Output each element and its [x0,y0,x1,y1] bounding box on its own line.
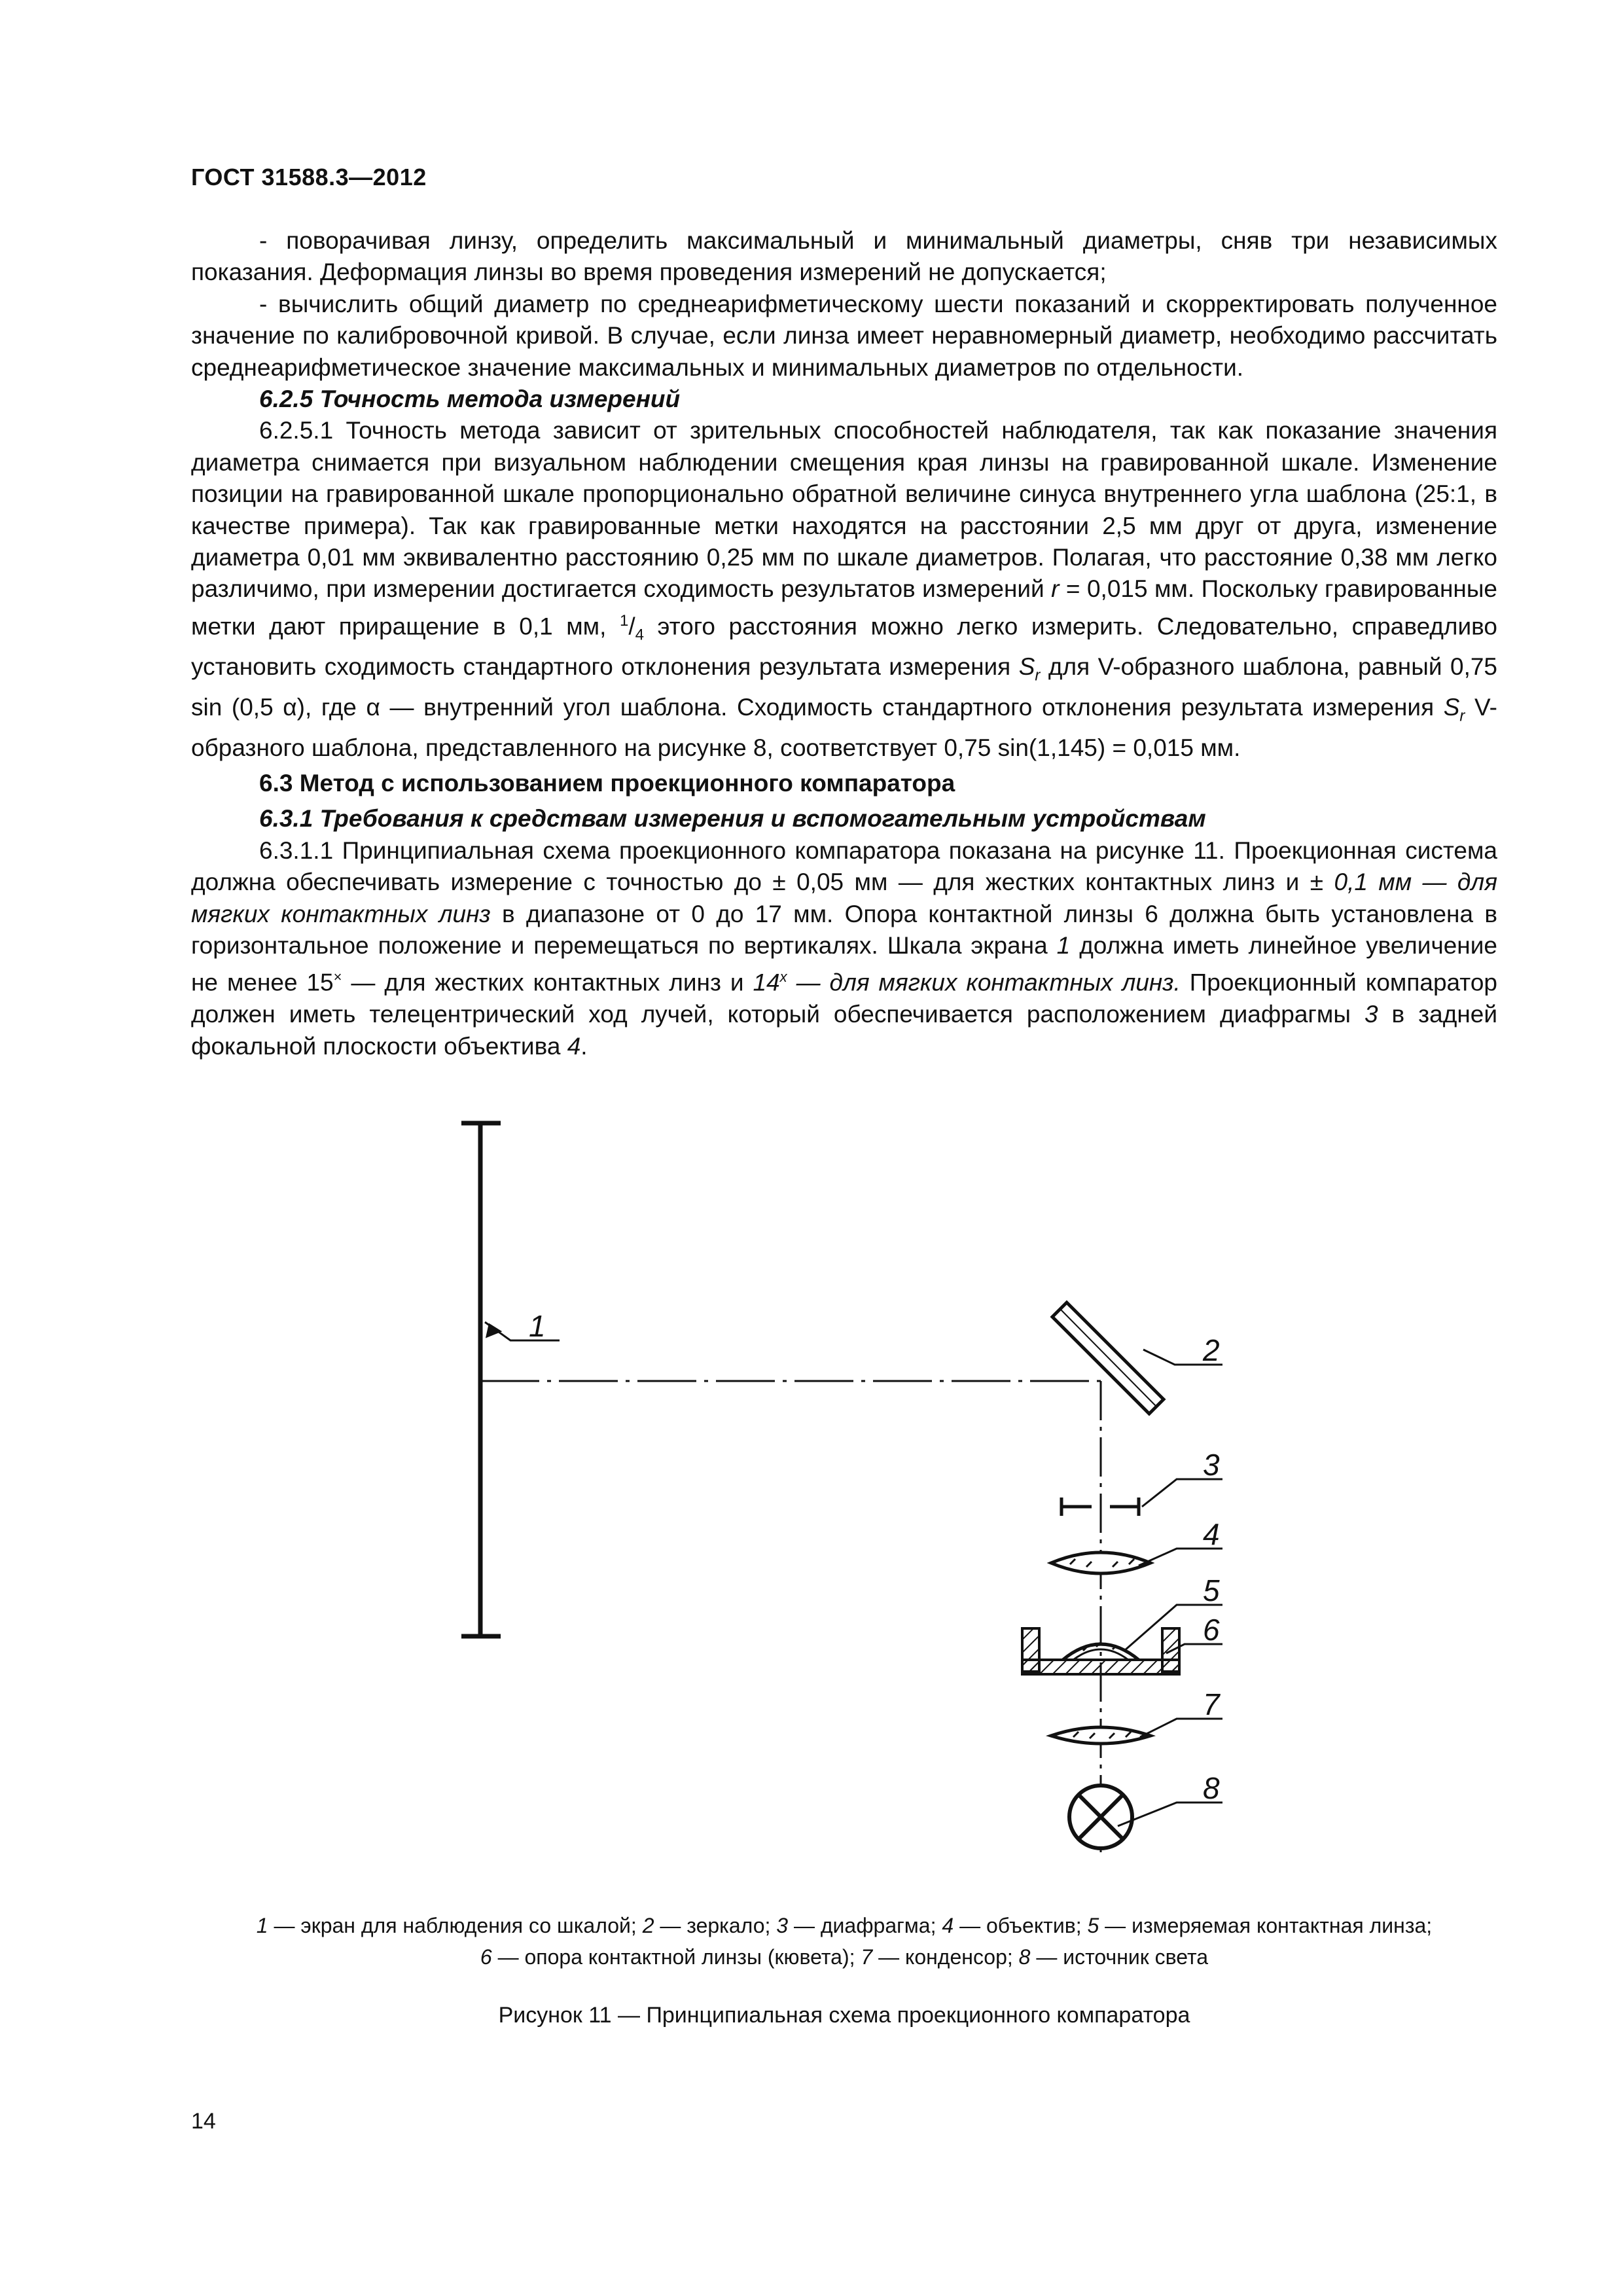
figure-label-5: 5 [1203,1573,1220,1607]
heading-6-2-5: 6.2.5 Точность метода измерений [259,386,681,413]
body-text [191,225,1497,1062]
light-source [1069,1785,1132,1848]
legend-line-2: 6 — опора контактной линзы (кювета); 7 — конденсор; 8 — источник света [480,1945,1209,1969]
figure-caption: Рисунок 11 — Принципиальная схема проекционного компаратора [498,2003,1190,2028]
paragraph-6-3-1-1: 6.3.1.1 Принципиальная схема проекционного компаратора показана на рисунке 11. Проекционная система должна обеспечивать измерение с точностью до ± 0,05 мм — для жестких контактных линз и ± 0,1 мм — для мягких контактных линз в диапазоне от 0 до 17 мм. Опора контактной линзы 6 должна быть установлена в горизонтальное положение и перемещаться по вертикалях. Шкала экрана 1 должна иметь линейное увеличение не менее 15× — для жестких контактных линз и 14$^x$ — для мягких контактных линз. Проекционный компаратор должен иметь телецентрический ход лучей, который обеспечивается расположением диафрагмы 3 в задней фокальной плоскости объектива 4. [191,836,1497,1060]
figure-label-3: 3 [1203,1448,1220,1482]
objective-lens [1051,1552,1150,1573]
mirror [1052,1302,1164,1414]
document-header: ГОСТ 31588.3—2012 [191,164,427,190]
paragraph-calculate-diameter: - вычислить общий диаметр по среднеарифметическому шести показаний и скорректировать полученное значение по калибровочной кривой. В случае, если линза имеет неравномерный диаметр, необходимо рассчитать среднеарифметическое значение максимальных и минимальных диаметров по отдельности. [191,290,1497,381]
figure-label-7: 7 [1203,1687,1220,1721]
condenser-lens [1051,1727,1150,1744]
paragraph-6-2-5-1: 6.2.5.1 Точность метода зависит от зрительных способностей наблюдателя, так как показание значения диаметра снимается при визуальном наблюдении смещения края линзы на гравированной шкале. Изменение позиции на гравированной шкале пропорционально обратной величине синуса внутреннего угла шаблона (25:1, в качестве примера). Так как гравированные метки находятся на расстоянии 2,5 мм друг от друга, изменение диаметра 0,01 мм эквивалентно расстоянию 0,25 мм по шкале диаметров. Полагая, что расстояние 0,38 мм легко различимо, при измерении достигается сходимость результатов измерений r = 0,015 мм. Поскольку гравированные метки дают приращение в 0,1 мм, $^1/_4$ этого расстояния можно легко измерить. Следовательно, справедливо установить сходимость стандартного отклонения результата измерения $S_r$ для V-образного шаблона, равный 0,75 sin (0,5 α), где α — внутренний угол шаблона. Сходимость стандартного отклонения результата измерения $S_r$ V-образного шаблона, представленного на рисунке 8, соответствует 0,75 sin(1,145) = 0,015 мм. [191,417,1497,761]
paragraph-rotate-lens: - поворачивая линзу, определить максимальный и минимальный диаметры, сняв три независимых показания. Деформация линзы во время проведения измерений не допускается; [191,227,1497,286]
figure-legend [191,1910,1497,1973]
figure-projection-comparator [0,1106,1623,1852]
heading-6-3-1: 6.3.1 Требования к средствам измерения и вспомогательным устройствам [259,805,1206,833]
figure-label-1: 1 [529,1309,546,1343]
figure-label-2: 2 [1203,1333,1220,1367]
figure-label-4: 4 [1203,1517,1220,1551]
page-number: 14 [191,2109,216,2134]
figure-label-8: 8 [1203,1771,1220,1805]
legend-line-1: 1 — экран для наблюдения со шкалой; 2 — зеркало; 3 — диафрагма; 4 — объектив; 5 — измеряемая контактная линза; [256,1914,1433,1937]
heading-6-3: 6.3 Метод с использованием проекционного компаратора [259,770,955,797]
figure-label-6: 6 [1203,1613,1220,1647]
observation-screen [461,1123,501,1636]
